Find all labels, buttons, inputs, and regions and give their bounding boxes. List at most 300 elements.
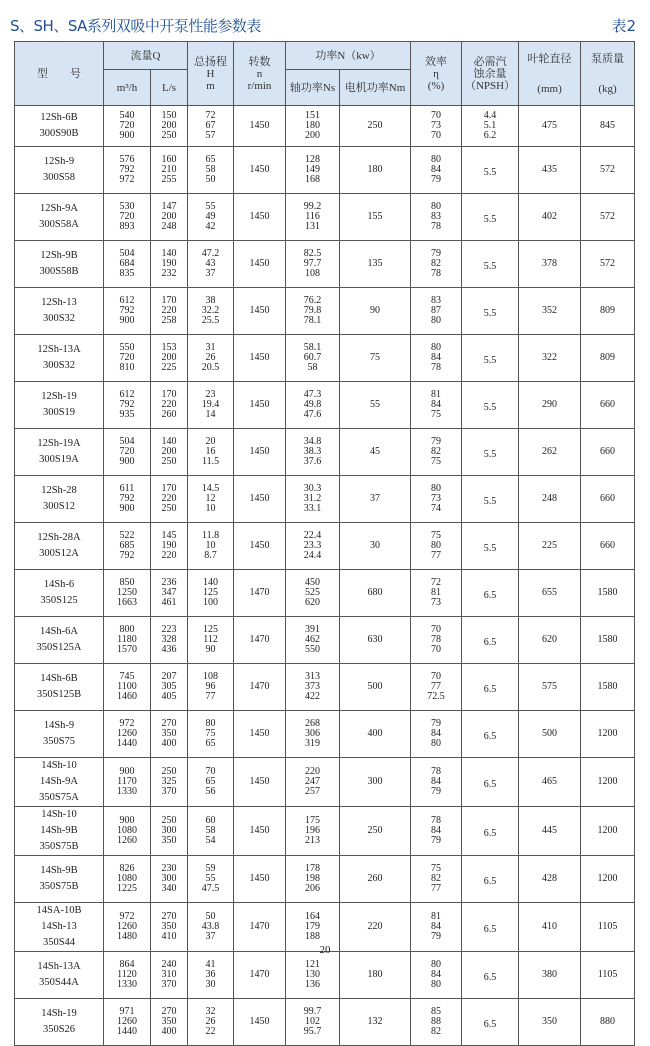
cell-eff	[411, 241, 462, 288]
cell-model	[15, 999, 104, 1046]
npsh-value: 6.5	[483, 684, 497, 695]
cell-q-ls	[151, 106, 188, 147]
cell-impeller: 465	[519, 758, 581, 807]
cell-npsh	[462, 429, 519, 476]
eff-value: 78	[431, 815, 442, 826]
model-value: 12Sh-9A	[40, 203, 78, 214]
spacer	[581, 65, 634, 83]
q-m3h-value: 900	[119, 503, 135, 514]
cell-head	[188, 952, 234, 999]
eff-value: 84	[431, 352, 442, 363]
cell-head	[188, 194, 234, 241]
cell-eff	[411, 194, 462, 241]
cell-head	[188, 856, 234, 903]
q-ls-value: 400	[161, 738, 177, 749]
cell-impeller: 655	[519, 570, 581, 617]
cell-nm: 155	[340, 194, 411, 241]
cell-mass: 880	[581, 999, 635, 1046]
cell-model	[15, 288, 104, 335]
q-ls-value: 140	[161, 436, 177, 447]
cell-speed: 1450	[234, 758, 286, 807]
cell-model	[15, 807, 104, 856]
cell-speed: 1450	[234, 382, 286, 429]
header-mass-label: 泵质量	[591, 52, 625, 65]
eff-value: 73	[431, 493, 442, 504]
npsh-value: 5.5	[483, 543, 497, 554]
npsh-value: 5.5	[483, 496, 497, 507]
npsh-value: 6.5	[483, 876, 497, 887]
header-speed-symbol: n	[256, 67, 263, 80]
cell-nm: 132	[340, 999, 411, 1046]
eff-value: 84	[431, 728, 442, 739]
cell-eff	[411, 570, 462, 617]
cell-eff	[411, 664, 462, 711]
cell-eff	[411, 335, 462, 382]
eff-value: 78	[431, 221, 442, 232]
head-value: 11.8	[201, 530, 220, 541]
model-value: 300S32	[42, 360, 76, 371]
cell-impeller: 290	[519, 382, 581, 429]
head-value: 32	[205, 1006, 216, 1017]
eff-value: 84	[431, 399, 442, 410]
q-ls-value: 200	[161, 211, 177, 222]
head-value: 25.5	[201, 315, 220, 326]
eff-value: 77	[431, 681, 442, 692]
eff-value: 75	[431, 530, 442, 541]
ns-value: 313	[305, 671, 321, 682]
head-value: 58	[205, 825, 216, 836]
eff-value: 82	[431, 873, 442, 884]
head-value: 10	[205, 503, 216, 514]
q-m3h-value: 1440	[117, 738, 137, 749]
ns-value: 550	[305, 644, 321, 655]
q-m3h-value: 1663	[117, 597, 137, 608]
eff-value: 79	[431, 436, 442, 447]
ns-value: 213	[305, 835, 321, 846]
cell-speed: 1450	[234, 999, 286, 1046]
model-value: 300S19	[42, 407, 76, 418]
q-ls-value: 250	[161, 503, 177, 514]
cell-q-ls	[151, 523, 188, 570]
cell-mass: 660	[581, 382, 635, 429]
q-ls-value: 150	[161, 110, 177, 121]
head-value: 42	[205, 221, 216, 232]
npsh-value: 6.5	[483, 731, 497, 742]
ns-value: 99.7	[303, 1006, 322, 1017]
npsh-value: 5.1	[483, 120, 497, 131]
table-row	[15, 288, 635, 335]
q-ls-value: 258	[161, 315, 177, 326]
q-ls-value: 248	[161, 221, 177, 232]
q-ls-value: 147	[161, 201, 177, 212]
eff-value: 73	[431, 120, 442, 131]
cell-nm: 500	[340, 664, 411, 711]
eff-value: 84	[431, 776, 442, 787]
cell-q-ls	[151, 241, 188, 288]
cell-nm: 220	[340, 903, 411, 952]
q-m3h-value: 893	[119, 221, 135, 232]
model-value: 14Sh-19	[41, 1008, 77, 1019]
head-value: 10	[205, 540, 216, 551]
npsh-value: 5.5	[483, 214, 497, 225]
spacer	[519, 65, 580, 83]
table-row	[15, 523, 635, 570]
cell-npsh	[462, 856, 519, 903]
cell-npsh	[462, 570, 519, 617]
cell-head	[188, 617, 234, 664]
cell-ns	[286, 288, 340, 335]
q-m3h-value: 720	[119, 352, 135, 363]
head-value: 43.8	[201, 921, 220, 932]
cell-eff	[411, 952, 462, 999]
npsh-value: 6.5	[483, 779, 497, 790]
cell-ns	[286, 429, 340, 476]
q-m3h-value: 720	[119, 446, 135, 457]
model-value: 12Sh-6B	[40, 112, 78, 123]
q-ls-value: 190	[161, 540, 177, 551]
npsh-value: 5.5	[483, 449, 497, 460]
cell-head	[188, 382, 234, 429]
q-m3h-value: 900	[119, 766, 135, 777]
head-value: 50	[205, 174, 216, 185]
ns-value: 102	[305, 1016, 321, 1027]
cell-npsh	[462, 807, 519, 856]
head-value: 59	[205, 863, 216, 874]
cell-eff	[411, 523, 462, 570]
ns-value: 49.8	[303, 399, 322, 410]
cell-q-ls	[151, 617, 188, 664]
model-value: 14Sh-10	[41, 809, 77, 820]
header-flow-m3h: m³/h	[104, 70, 151, 106]
q-m3h-value: 685	[119, 540, 135, 551]
cell-model	[15, 476, 104, 523]
q-ls-value: 300	[161, 825, 177, 836]
q-ls-value: 270	[161, 911, 177, 922]
q-m3h-value: 1080	[117, 825, 137, 836]
head-value: 54	[205, 835, 216, 846]
cell-q-ls	[151, 382, 188, 429]
eff-value: 88	[431, 1016, 442, 1027]
cell-ns	[286, 758, 340, 807]
header-impeller-unit: (mm)	[537, 82, 562, 95]
eff-value: 75	[431, 863, 442, 874]
ns-value: 47.6	[303, 409, 322, 420]
q-ls-value: 230	[161, 863, 177, 874]
eff-value: 84	[431, 921, 442, 932]
q-ls-value: 250	[161, 815, 177, 826]
header-npsh-label-2: 蚀余量	[473, 67, 507, 80]
head-value: 47.2	[201, 248, 220, 259]
q-ls-value: 255	[161, 174, 177, 185]
cell-speed: 1450	[234, 335, 286, 382]
q-m3h-value: 612	[119, 295, 135, 306]
q-ls-value: 200	[161, 120, 177, 131]
q-ls-value: 370	[161, 979, 177, 990]
cell-q-m3h	[104, 999, 151, 1046]
eff-value: 79	[431, 835, 442, 846]
cell-mass: 660	[581, 476, 635, 523]
head-value: 67	[205, 120, 216, 131]
q-ls-value: 260	[161, 409, 177, 420]
q-m3h-value: 504	[119, 248, 135, 259]
eff-value: 80	[431, 959, 442, 970]
table-row	[15, 617, 635, 664]
cell-nm: 260	[340, 856, 411, 903]
head-value: 55	[205, 201, 216, 212]
model-value: 14Sh-10	[41, 760, 77, 771]
cell-npsh	[462, 382, 519, 429]
cell-ns	[286, 856, 340, 903]
model-value: 12Sh-9	[43, 156, 75, 167]
q-m3h-value: 900	[119, 130, 135, 141]
cell-impeller: 322	[519, 335, 581, 382]
cell-impeller: 380	[519, 952, 581, 999]
q-m3h-value: 900	[119, 815, 135, 826]
eff-value: 79	[431, 248, 442, 259]
cell-mass: 572	[581, 194, 635, 241]
ns-value: 422	[305, 691, 321, 702]
cell-q-m3h	[104, 106, 151, 147]
table-row	[15, 807, 635, 856]
cell-model	[15, 570, 104, 617]
cell-ns	[286, 523, 340, 570]
q-ls-value: 400	[161, 1026, 177, 1037]
eff-value: 70	[431, 644, 442, 655]
eff-value: 84	[431, 825, 442, 836]
header-impeller-label: 叶轮直径	[527, 52, 572, 65]
cell-model	[15, 952, 104, 999]
table-row	[15, 335, 635, 382]
header-power: 功率N（kw）	[286, 42, 411, 70]
cell-speed: 1450	[234, 147, 286, 194]
head-value: 14	[205, 409, 216, 420]
q-ls-value: 350	[161, 921, 177, 932]
cell-mass: 1200	[581, 807, 635, 856]
cell-head	[188, 147, 234, 194]
cell-impeller: 378	[519, 241, 581, 288]
cell-eff	[411, 147, 462, 194]
cell-head	[188, 523, 234, 570]
ns-value: 24.4	[303, 550, 322, 561]
head-value: 11.5	[201, 456, 220, 467]
q-ls-value: 250	[161, 456, 177, 467]
q-m3h-value: 850	[119, 577, 135, 588]
cell-head	[188, 429, 234, 476]
cell-mass: 1580	[581, 617, 635, 664]
cell-nm: 180	[340, 952, 411, 999]
cell-npsh	[462, 476, 519, 523]
head-value: 75	[205, 728, 216, 739]
model-value: 300S19A	[39, 454, 79, 465]
cell-impeller: 500	[519, 711, 581, 758]
npsh-value: 4.4	[483, 110, 497, 121]
cell-npsh	[462, 194, 519, 241]
q-m3h-value: 1260	[117, 728, 137, 739]
model-value: 300S58B	[39, 266, 79, 277]
ns-value: 179	[305, 921, 321, 932]
cell-impeller: 350	[519, 999, 581, 1046]
q-m3h-value: 1180	[117, 634, 137, 645]
ns-value: 198	[305, 873, 321, 884]
cell-q-ls	[151, 570, 188, 617]
head-value: 38	[205, 295, 216, 306]
q-ls-value: 436	[161, 644, 177, 655]
eff-value: 80	[431, 483, 442, 494]
ns-value: 38.3	[303, 446, 322, 457]
cell-head	[188, 241, 234, 288]
q-ls-value: 232	[161, 268, 177, 279]
q-ls-value: 270	[161, 1006, 177, 1017]
head-value: 77	[205, 691, 216, 702]
header-motor-power: 电机功率Nm	[340, 70, 411, 106]
ns-value: 168	[305, 174, 321, 185]
table-row	[15, 106, 635, 147]
cell-eff	[411, 856, 462, 903]
q-ls-value: 325	[161, 776, 177, 787]
q-ls-value: 220	[161, 493, 177, 504]
table-header	[15, 42, 635, 106]
cell-model	[15, 241, 104, 288]
header-speed	[234, 42, 286, 106]
ns-value: 178	[305, 863, 321, 874]
cell-ns	[286, 570, 340, 617]
cell-head	[188, 106, 234, 147]
eff-value: 80	[431, 201, 442, 212]
eff-value: 83	[431, 211, 442, 222]
q-m3h-value: 612	[119, 389, 135, 400]
ns-value: 180	[305, 120, 321, 131]
cell-impeller: 262	[519, 429, 581, 476]
model-value: 350S75	[42, 736, 76, 747]
eff-value: 80	[431, 315, 442, 326]
ns-value: 196	[305, 825, 321, 836]
q-m3h-value: 971	[119, 1006, 135, 1017]
eff-value: 81	[431, 587, 442, 598]
cell-ns	[286, 664, 340, 711]
q-ls-value: 170	[161, 483, 177, 494]
cell-nm: 45	[340, 429, 411, 476]
header-mass	[581, 42, 635, 106]
cell-head	[188, 999, 234, 1046]
eff-value: 80	[431, 738, 442, 749]
ns-value: 525	[305, 587, 321, 598]
model-value: 14Sh-9B	[40, 825, 78, 836]
eff-value: 78	[431, 766, 442, 777]
cell-head	[188, 758, 234, 807]
cell-q-ls	[151, 664, 188, 711]
head-value: 112	[203, 634, 218, 645]
q-m3h-value: 1260	[117, 835, 137, 846]
cell-impeller: 248	[519, 476, 581, 523]
q-m3h-value: 1250	[117, 587, 137, 598]
header-flow: 流量Q	[104, 42, 188, 70]
cell-q-ls	[151, 147, 188, 194]
cell-q-m3h	[104, 429, 151, 476]
cell-impeller: 475	[519, 106, 581, 147]
ns-value: 206	[305, 883, 321, 894]
cell-head	[188, 807, 234, 856]
model-value: 300S12A	[39, 548, 79, 559]
q-m3h-value: 864	[119, 959, 135, 970]
q-m3h-value: 684	[119, 258, 135, 269]
ns-value: 76.2	[303, 295, 322, 306]
cell-ns	[286, 617, 340, 664]
head-value: 20	[205, 436, 216, 447]
eff-value: 80	[431, 540, 442, 551]
npsh-value: 6.5	[483, 972, 497, 983]
cell-ns	[286, 952, 340, 999]
npsh-value: 6.5	[483, 637, 497, 648]
q-m3h-value: 504	[119, 436, 135, 447]
cell-head	[188, 570, 234, 617]
model-value: 14Sh-13	[41, 921, 77, 932]
q-ls-value: 210	[161, 164, 177, 175]
cell-q-m3h	[104, 288, 151, 335]
q-ls-value: 220	[161, 399, 177, 410]
q-m3h-value: 1260	[117, 1016, 137, 1027]
eff-value: 70	[431, 671, 442, 682]
head-value: 60	[205, 815, 216, 826]
ns-value: 149	[305, 164, 321, 175]
cell-mass: 1105	[581, 903, 635, 952]
cell-model	[15, 429, 104, 476]
q-ls-value: 145	[161, 530, 177, 541]
cell-q-m3h	[104, 856, 151, 903]
ns-value: 121	[305, 959, 321, 970]
head-value: 37	[205, 268, 216, 279]
q-m3h-value: 972	[119, 174, 135, 185]
cell-mass: 660	[581, 523, 635, 570]
cell-eff	[411, 382, 462, 429]
eff-value: 78	[431, 268, 442, 279]
head-value: 50	[205, 911, 216, 922]
head-value: 32.2	[201, 305, 220, 316]
ns-value: 34.8	[303, 436, 322, 447]
cell-q-ls	[151, 999, 188, 1046]
head-value: 30	[205, 979, 216, 990]
q-m3h-value: 1225	[117, 883, 137, 894]
q-m3h-value: 720	[119, 120, 135, 131]
cell-model	[15, 523, 104, 570]
head-value: 125	[203, 624, 219, 635]
head-value: 55	[205, 873, 216, 884]
model-value: 300S90B	[39, 128, 79, 139]
cell-npsh	[462, 335, 519, 382]
cell-mass: 572	[581, 241, 635, 288]
cell-speed: 1470	[234, 570, 286, 617]
cell-mass: 1200	[581, 711, 635, 758]
cell-eff	[411, 807, 462, 856]
cell-impeller: 225	[519, 523, 581, 570]
q-m3h-value: 800	[119, 624, 135, 635]
cell-q-ls	[151, 194, 188, 241]
eff-value: 72.5	[427, 691, 445, 702]
q-ls-value: 347	[161, 587, 177, 598]
q-ls-value: 170	[161, 295, 177, 306]
cell-nm: 55	[340, 382, 411, 429]
cell-npsh	[462, 147, 519, 194]
eff-value: 70	[431, 130, 442, 141]
cell-q-ls	[151, 476, 188, 523]
ns-value: 200	[305, 130, 321, 141]
cell-model	[15, 106, 104, 147]
head-value: 12	[205, 493, 216, 504]
model-value: 350S26	[42, 1024, 76, 1035]
cell-model	[15, 147, 104, 194]
head-value: 72	[205, 110, 216, 121]
model-value: 12Sh-9B	[40, 250, 78, 261]
q-m3h-value: 522	[119, 530, 135, 541]
